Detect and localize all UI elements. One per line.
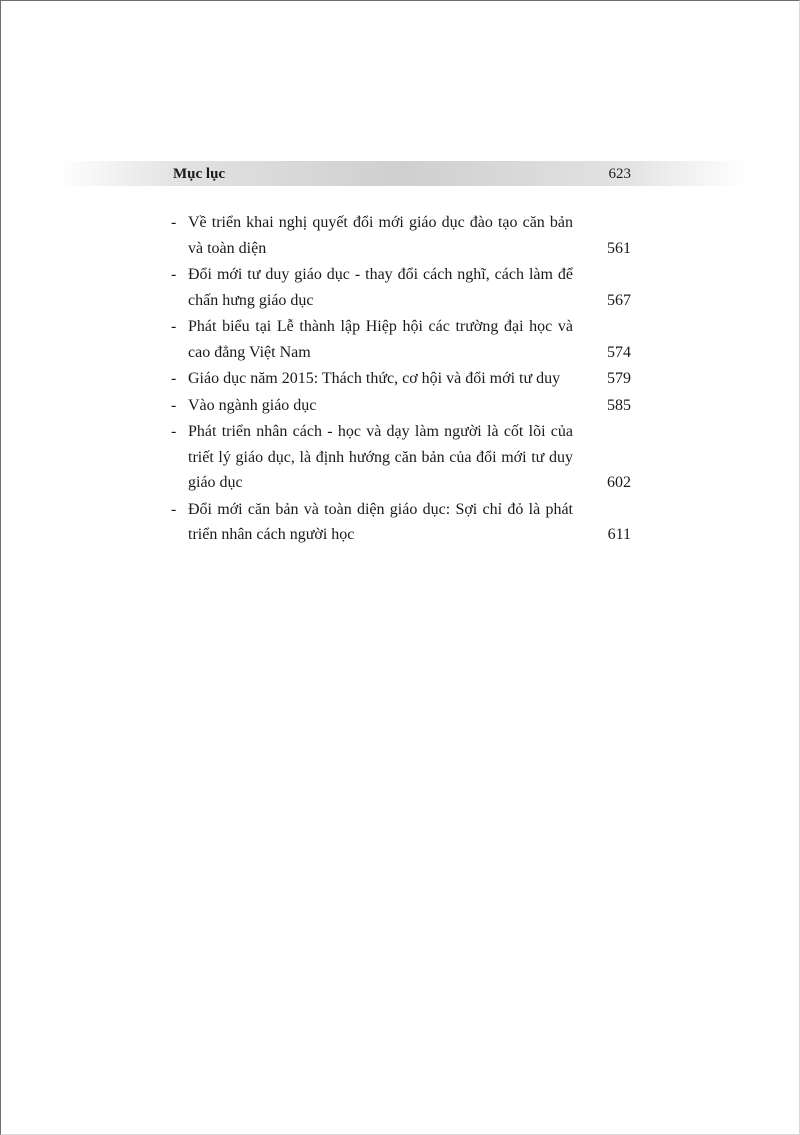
toc-bullet: - <box>171 396 177 414</box>
toc-entry-page: 602 <box>607 474 631 491</box>
toc-bullet: - <box>171 318 177 335</box>
toc-entry <box>171 366 631 392</box>
toc-bullet: - <box>171 370 177 387</box>
toc-entry <box>171 314 631 365</box>
toc-bullet: - <box>171 423 177 440</box>
toc-entry <box>171 393 631 419</box>
toc-entry <box>171 262 631 313</box>
table-of-contents <box>171 210 631 549</box>
toc-entry-title: Đổi mới căn bản và toàn diện giáo dục: Sợi chỉ đỏ là phát triển nhân cách người học <box>188 500 573 543</box>
toc-entry-page: 561 <box>607 239 631 257</box>
toc-entry-page: 579 <box>607 370 631 387</box>
toc-entry <box>171 497 631 548</box>
toc-entry <box>171 419 631 496</box>
toc-bullet: - <box>171 500 177 518</box>
toc-entry-title: Về triển khai nghị quyết đổi mới giáo dục đào tạo căn bản và toàn diện <box>188 214 573 257</box>
toc-bullet: - <box>171 266 177 283</box>
toc-entry-page: 611 <box>607 526 631 543</box>
toc-entry-page: 567 <box>607 291 631 309</box>
running-header-page-number: 623 <box>608 166 631 182</box>
toc-entry-title: Đổi mới tư duy giáo dục - thay đổi cách nghĩ, cách làm để chấn hưng giáo dục <box>188 266 573 309</box>
toc-entry-page: 585 <box>607 396 631 414</box>
header-band <box>56 161 746 186</box>
toc-bullet: - <box>171 214 177 231</box>
running-header-title: Mục lục <box>173 166 226 182</box>
toc-entry <box>171 210 631 261</box>
toc-entry-title: Giáo dục năm 2015: Thách thức, cơ hội và đổi mới tư duy <box>188 370 561 387</box>
toc-entry-page: 574 <box>607 343 631 361</box>
toc-entry-title: Vào ngành giáo dục <box>188 396 317 414</box>
toc-entry-title: Phát triển nhân cách - học và dạy làm người là cốt lõi của triết lý giáo dục, là định hướng căn bản của đổi mới tư duy giáo dục <box>188 423 573 491</box>
toc-entry-title: Phát biểu tại Lễ thành lập Hiệp hội các trường đại học và cao đẳng Việt Nam <box>188 318 573 361</box>
